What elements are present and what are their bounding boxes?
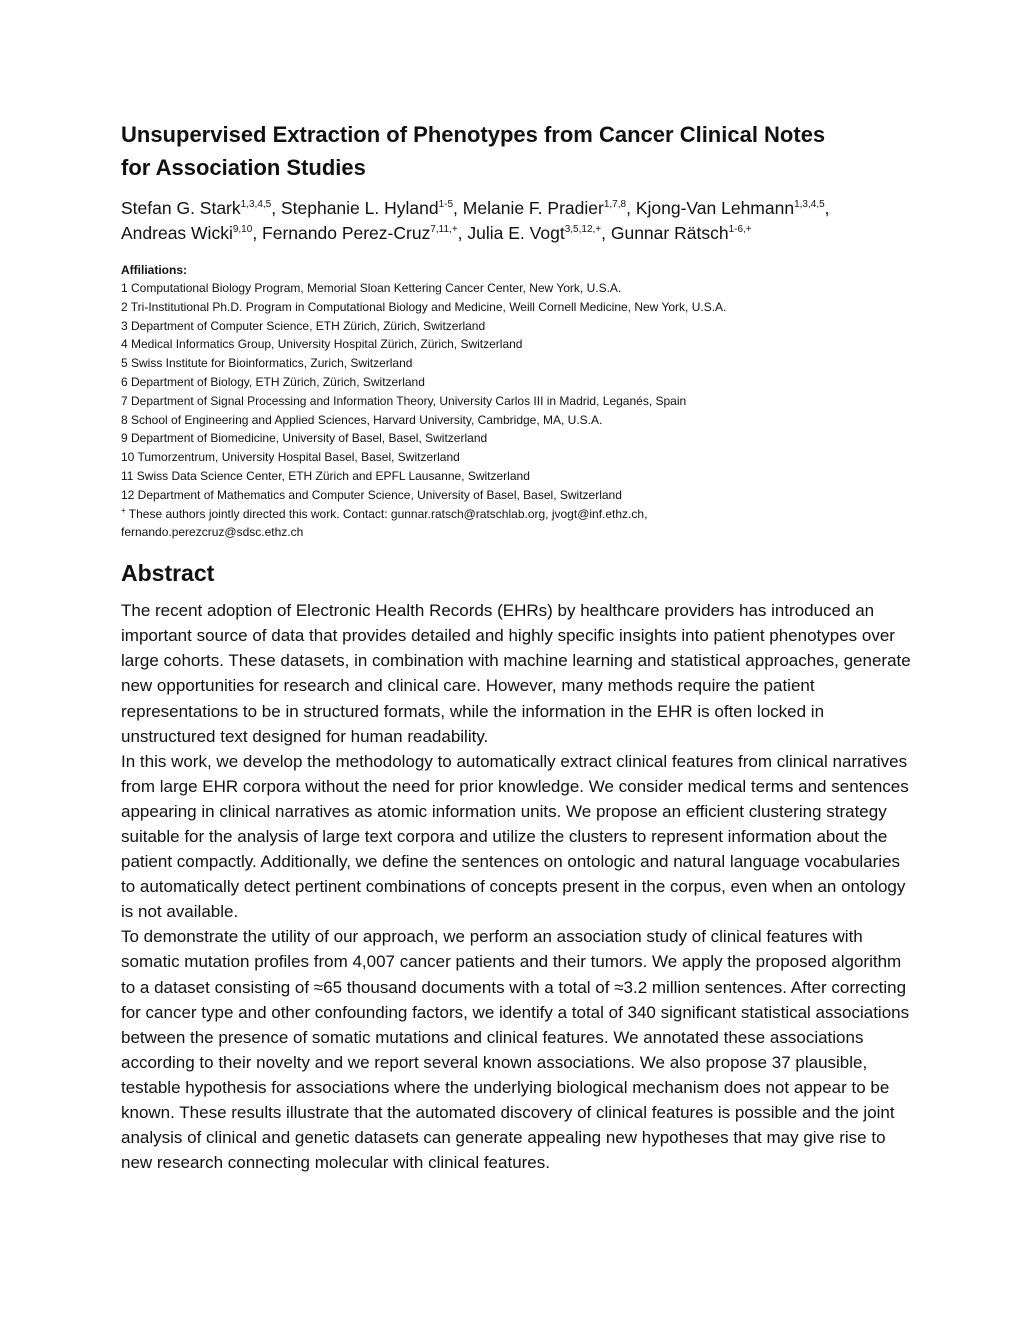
affiliations-list bbox=[121, 279, 911, 505]
author-affiliation-marks: 9,10 bbox=[232, 224, 253, 235]
affiliation-item: 11 Swiss Data Science Center, ETH Zürich and EPFL Lausanne, Switzerland bbox=[121, 468, 530, 483]
author-affiliation-marks: 7,11,+ bbox=[430, 224, 458, 235]
abstract-body bbox=[121, 598, 911, 1175]
author-list bbox=[121, 196, 911, 246]
contact-footnote bbox=[121, 505, 911, 543]
author-separator: , bbox=[824, 198, 830, 218]
affiliation-item: 1 Computational Biology Program, Memorial Sloan Kettering Cancer Center, New York, U.S.A. bbox=[121, 281, 622, 295]
author bbox=[262, 223, 467, 243]
author-affiliation-marks: 1-5 bbox=[438, 199, 454, 210]
title-line: for Association Studies bbox=[121, 155, 366, 180]
author-separator: , bbox=[271, 198, 281, 218]
footnote-symbol: + bbox=[121, 505, 126, 515]
author-name: Stephanie L. Hyland bbox=[280, 198, 439, 218]
author-name: Andreas Wicki bbox=[121, 223, 233, 243]
author bbox=[467, 223, 610, 243]
affiliation-item: 5 Swiss Institute for Bioinformatics, Zurich, Switzerland bbox=[121, 356, 413, 371]
title-line: Unsupervised Extraction of Phenotypes from Cancer Clinical Notes bbox=[121, 122, 826, 147]
author bbox=[121, 223, 262, 243]
author-name: Stefan G. Stark bbox=[121, 198, 241, 218]
author bbox=[636, 198, 830, 218]
paper-title bbox=[121, 118, 911, 184]
affiliation-item: 4 Medical Informatics Group, University Hospital Zürich, Zürich, Switzerland bbox=[121, 337, 523, 352]
abstract-paragraph: To demonstrate the utility of our approach, we perform an association study of clinical features with somatic mutation profiles from 4,007 cancer patients and their tumors. We apply the proposed algorithm to a dataset consisting of ≈65 thousand documents with a total of ≈3.2 million sentences. After correcting for cancer type and other confounding factors, we identify a total of 340 significant statistical associations between the presence of somatic mutations and clinical features. We annotated these associations according to their novelty and we report several known associations. We also propose 37 plausible, testable hypothesis for associations where the underlying biological mechanism does not appear to be known. These results illustrate that the automated discovery of clinical features is possible and the joint analysis of clinical and genetic datasets can generate appealing new hypotheses that may give rise to new research connecting molecular with clinical features. bbox=[121, 927, 910, 1173]
paper-page bbox=[121, 118, 911, 1175]
abstract-paragraph: The recent adoption of Electronic Health Records (EHRs) by healthcare providers has introduced an important source of data that provides detailed and highly specific insights into patient phenotypes over large cohorts. These datasets, in combination with machine learning and statistical approaches, generate new opportunities for research and clinical care. However, many methods require the patient representations to be in structured formats, while the information in the EHR is often locked in unstructured text designed for human readability. bbox=[121, 601, 911, 746]
affiliation-item: 3 Department of Computer Science, ETH Zürich, Zürich, Switzerland bbox=[121, 318, 486, 333]
author-separator: , bbox=[252, 223, 263, 243]
affiliation-item: 10 Tumorzentrum, University Hospital Basel, Basel, Switzerland bbox=[121, 450, 460, 465]
abstract-paragraph: In this work, we develop the methodology to automatically extract clinical features from clinical narratives from large EHR corpora without the need for prior knowledge. We consider medical terms and sentences appearing in clinical narratives as atomic information units. We propose an efficient clustering strategy suitable for the analysis of large text corpora and utilize the clusters to represent information about the patient compactly. Additionally, we define the sentences on ontologic and natural language vocabularies to automatically detect pertinent combinations of concepts present in the corpus, even when an ontology is not available. bbox=[121, 751, 909, 922]
abstract-heading: Abstract bbox=[121, 560, 215, 587]
author-separator: , bbox=[457, 223, 468, 243]
affiliation-item: 2 Tri-Institutional Ph.D. Program in Computational Biology and Medicine, Weill Cornell Medicine, New York, U.S.A. bbox=[121, 299, 727, 314]
footnote-text-continued: fernando.perezcruz@sdsc.ethz.ch bbox=[121, 525, 304, 540]
affiliations-heading: Affiliations: bbox=[121, 263, 187, 277]
author-name: Kjong-Van Lehmann bbox=[635, 198, 795, 218]
affiliation-item: 7 Department of Signal Processing and Information Theory, University Carlos III in Madrid, Leganés, Spain bbox=[121, 393, 687, 408]
author bbox=[281, 198, 463, 218]
affiliation-item: 12 Department of Mathematics and Computer Science, University of Basel, Basel, Switzerland bbox=[121, 487, 622, 502]
author-affiliation-marks: 3,5,12,+ bbox=[564, 224, 602, 235]
author bbox=[121, 198, 281, 218]
author-affiliation-marks: 1,3,4,5 bbox=[240, 199, 272, 210]
affiliation-item: 8 School of Engineering and Applied Sciences, Harvard University, Cambridge, MA, U.S.A. bbox=[121, 412, 603, 427]
author-name: Julia E. Vogt bbox=[467, 223, 565, 243]
author-affiliation-marks: 1,7,8 bbox=[603, 199, 627, 210]
author-separator: , bbox=[626, 198, 636, 218]
affiliation-item: 9 Department of Biomedicine, University of Basel, Basel, Switzerland bbox=[121, 431, 488, 446]
author-affiliation-marks: 1,3,4,5 bbox=[794, 199, 825, 210]
footnote-text: These authors jointly directed this work. Contact: gunnar.ratsch@ratschlab.org, jvogt@inf.ethz.ch, bbox=[125, 506, 648, 521]
author-name: Fernando Perez-Cruz bbox=[262, 223, 431, 243]
affiliation-item: 6 Department of Biology, ETH Zürich, Zürich, Switzerland bbox=[121, 374, 425, 389]
author bbox=[463, 198, 636, 218]
author bbox=[611, 223, 752, 243]
author-name: Gunnar Rätsch bbox=[610, 223, 729, 243]
author-name: Melanie F. Pradier bbox=[462, 198, 604, 218]
author-separator: , bbox=[453, 198, 463, 218]
author-separator: , bbox=[601, 223, 611, 243]
author-affiliation-marks: 1-6,+ bbox=[728, 224, 752, 235]
